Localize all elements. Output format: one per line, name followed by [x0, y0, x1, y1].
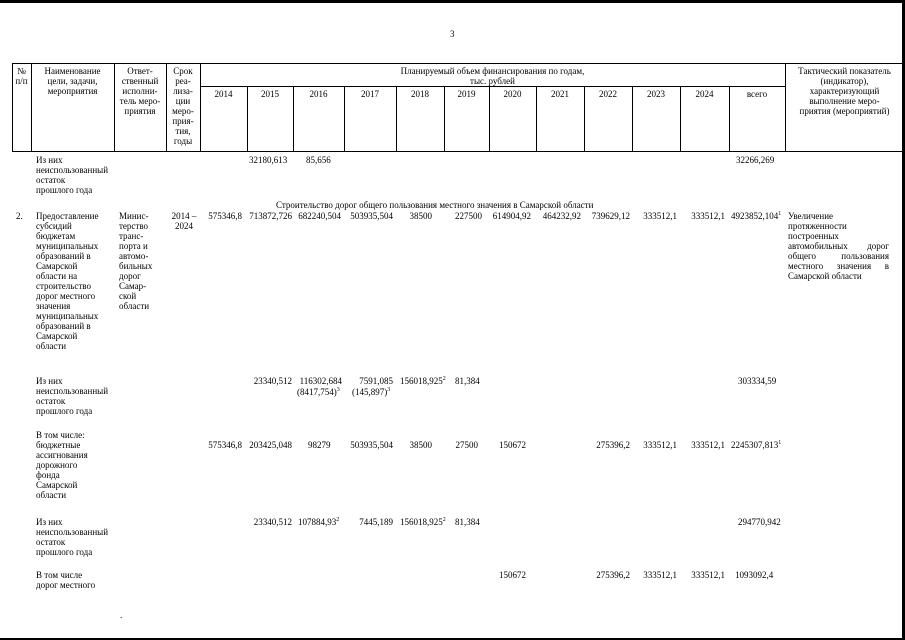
cell-2016: [298, 517, 339, 527]
table-top-border: [12, 63, 905, 64]
cell-total-value: 4923852,104: [731, 211, 779, 221]
year-header: 2021: [551, 89, 569, 99]
cell-2022: 739629,12: [591, 211, 630, 221]
cell-2016: 682240,504: [298, 211, 341, 221]
cell-2022: 275396,2: [596, 570, 630, 580]
cell-2024: 333512,1: [691, 570, 725, 580]
cell-2014: 575346,8: [208, 211, 242, 221]
header-executor: Ответ- ственный исполни- тель меро- приятия: [119, 66, 161, 116]
cell-value: 107884,93: [298, 517, 337, 527]
page-number: 3: [450, 29, 455, 39]
header-funding-title: Планируемый объем финансирования по годам,: [400, 66, 585, 76]
cell-total: 1093092,4: [735, 570, 774, 580]
year-header: 2017: [361, 89, 379, 99]
cell-2024: 333512,1: [691, 440, 725, 450]
page-top-border: [0, 0, 905, 3]
cell-2019: 227500: [455, 211, 482, 221]
year-header: 2022: [599, 89, 617, 99]
row-name: Из них неиспользованный остаток прошлого года: [36, 517, 109, 557]
row-name: Из них неиспользованный остаток прошлого года: [36, 376, 109, 416]
cell-total: [731, 440, 781, 450]
footnote-mark: 2: [442, 376, 446, 382]
cell-2018: [400, 376, 446, 386]
cell-2022: 275396,2: [596, 440, 630, 450]
year-header: 2019: [457, 89, 476, 99]
indicator-line: построенных: [788, 231, 839, 241]
year-header: 2023: [647, 89, 665, 99]
cell-2016: 98279: [308, 440, 331, 450]
row-num: 2.: [16, 211, 23, 221]
row-name: Из них неиспользованный остаток прошлого года: [36, 155, 109, 195]
cell-2017: 503935,504: [350, 211, 393, 221]
cell-2024: 333512,1: [691, 211, 725, 221]
cell-2021: 464232,92: [542, 211, 581, 221]
indicator-line: протяженности: [788, 221, 847, 231]
footnote-mark: 1: [778, 211, 782, 217]
cell-2016: 85,656: [306, 155, 331, 165]
cell-total-value: 2245307,813: [731, 440, 779, 450]
header-num: № п/п: [15, 66, 28, 86]
cell-value: 156018,925: [400, 376, 443, 386]
cell-value: (8417,754): [297, 387, 337, 397]
row-term: 2014 – 2024: [171, 211, 197, 231]
cell-2015: 203425,048: [249, 440, 292, 450]
cell-2019: 27500: [455, 440, 478, 450]
footnote-mark: 3: [336, 387, 340, 393]
cell-2018: 38500: [409, 440, 432, 450]
header-term: Срок реа- лиза- ции меро- прия- тия, годы: [172, 66, 194, 146]
cell-2020: 614904,92: [492, 211, 531, 221]
indicator-line: Самарской области: [788, 271, 862, 281]
cell-2020: 150672: [499, 570, 526, 580]
year-header: 2016: [309, 89, 328, 99]
row-name: Предоставление субсидий бюджетам муниципальных образований в Самарской области на строительство дорог местного значения муниципальных образований в Самарской области: [36, 211, 99, 351]
cell-2019: 81,384: [455, 517, 480, 527]
cell-2018: 38500: [409, 211, 432, 221]
cell-2023: 333512,1: [643, 440, 677, 450]
cell-2015: 23340,512: [253, 376, 292, 386]
indicator-line: Увеличение: [788, 211, 834, 221]
row-name: В том числе дорог местного: [36, 570, 96, 590]
cell-value: (145,897): [352, 387, 388, 397]
row-executor: Минис- терство транс- порта и автомо- бильных дорог Самар- ской области: [119, 211, 153, 311]
cell-2023: 333512,1: [643, 211, 677, 221]
indicator-line: общего пользования: [788, 251, 889, 261]
header-bottom-border: [12, 151, 905, 152]
row-name: В том числе: бюджетные ассигнования дорожного фонда Самарской области: [36, 430, 88, 500]
cell-2017: 7591,085: [359, 376, 393, 386]
cell-2017-note: [352, 387, 390, 397]
cell-2023: 333512,1: [643, 570, 677, 580]
header-funding-unit: тыс. рублей: [470, 76, 515, 86]
footnote-mark: 2: [442, 517, 446, 523]
indicator-line: местного значения в: [788, 261, 889, 271]
total-header: всего: [746, 89, 768, 99]
cell-2018: [400, 517, 446, 527]
year-header: 2018: [411, 89, 429, 99]
cell-total: [731, 211, 781, 221]
years-header-rule: [200, 86, 785, 87]
cell-2016: 116302,684: [299, 376, 342, 386]
indicator-line: автомобильных дорог: [788, 241, 889, 251]
cell-2016-note: [297, 387, 340, 397]
footnote-mark: 3: [387, 387, 391, 393]
cell-2015: 23340,512: [253, 517, 292, 527]
year-header: 2014: [214, 89, 233, 99]
cell-2014: 575346,8: [208, 440, 242, 450]
footer-mark: .: [120, 610, 123, 620]
cell-2017: 7445,189: [359, 517, 393, 527]
cell-total: 32266,269: [736, 155, 775, 165]
footnote-mark: 1: [778, 440, 782, 446]
header-name: Наименование цели, задачи, мероприятия: [44, 66, 101, 96]
section-title: Строительство дорог общего пользования местного значения в Самарской области: [276, 200, 594, 210]
footnote-mark: 2: [336, 517, 340, 523]
year-header: 2015: [261, 89, 279, 99]
cell-2020: 150672: [499, 440, 526, 450]
cell-value: 156018,925: [400, 517, 443, 527]
cell-2015: 713872,726: [249, 211, 292, 221]
cell-total: 303334,59: [738, 376, 777, 386]
year-header: 2020: [503, 89, 522, 99]
cell-2017: 503935,504: [350, 440, 393, 450]
year-header: 2024: [695, 89, 714, 99]
cell-2019: 81,384: [455, 376, 480, 386]
header-indicator: Тактический показатель (индикатор), характеризующий выполнение меро- приятия (мероприятий): [798, 66, 891, 116]
cell-total: 294770,942: [738, 517, 781, 527]
cell-2015: 32180,613: [249, 155, 288, 165]
